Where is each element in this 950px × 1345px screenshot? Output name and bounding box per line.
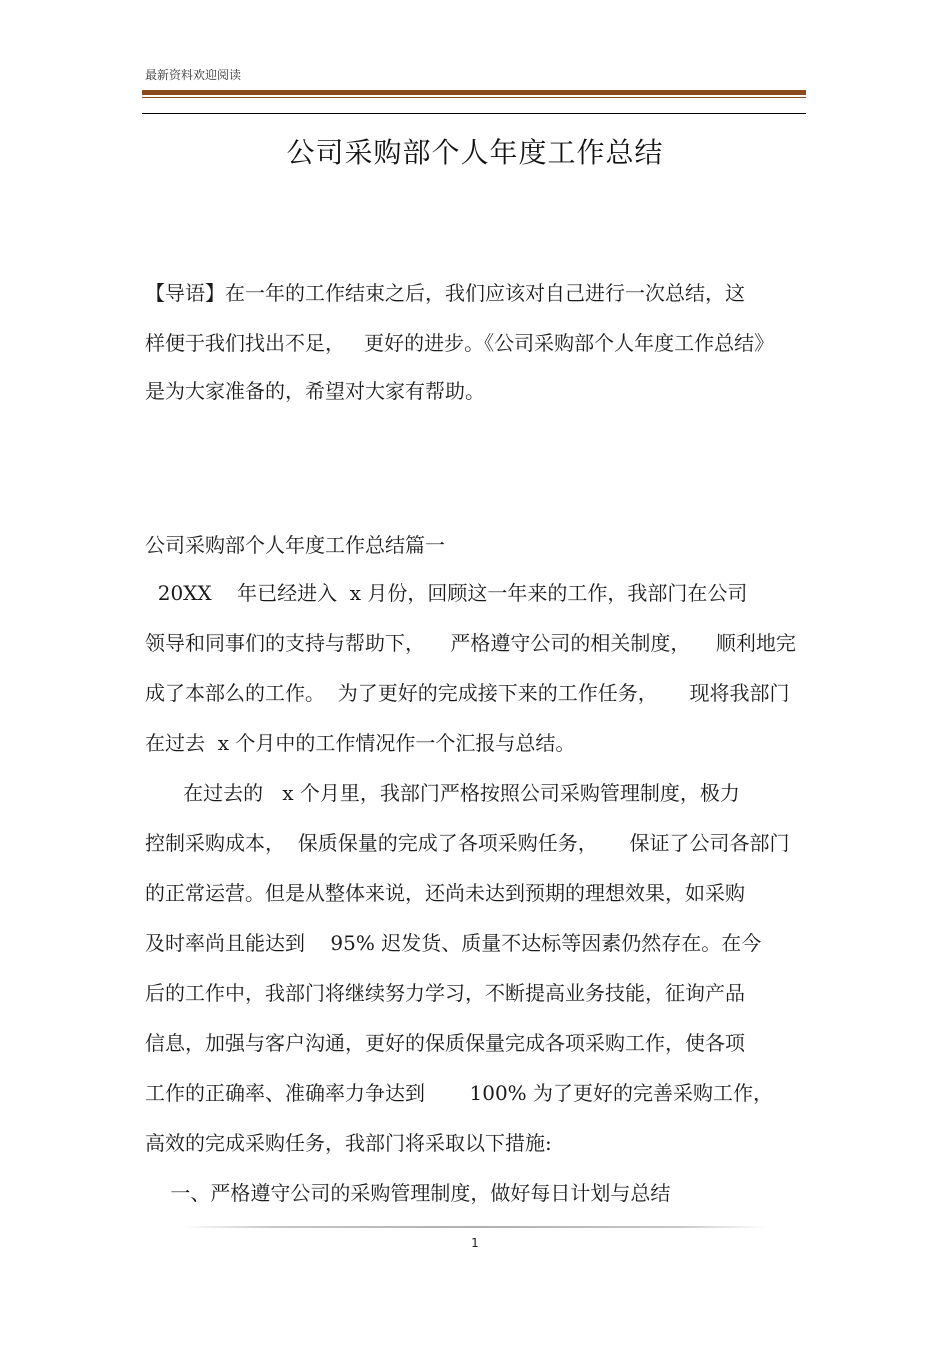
paragraph-line: 及时率尚且能达到 95% 迟发货、质量不达标等因素仍然存在。在今	[145, 931, 762, 955]
intro-line: 【导语】在一年的工作结束之后，我们应该对自己进行一次总结，这	[145, 281, 745, 305]
paragraph-line: 在过去的 x 个月里，我部门严格按照公司采购管理制度，极力	[145, 781, 740, 805]
intro-line: 是为大家准备的，希望对大家有帮助。	[145, 379, 485, 403]
paragraph-line: 信息，加强与客户沟通，更好的保质保量完成各项采购工作，使各项	[145, 1031, 745, 1055]
paragraph-line: 成了本部么的工作。 为了更好的完成接下来的工作任务， 现将我部门	[145, 681, 790, 705]
paragraph-line: 后的工作中，我部门将继续努力学习，不断提高业务技能，征询产品	[145, 981, 745, 1005]
header-rule-thin	[142, 97, 806, 98]
section-heading: 公司采购部个人年度工作总结篇一	[145, 533, 445, 557]
paragraph-line: 20XX 年已经进入 x 月份，回顾这一年来的工作，我部门在公司	[145, 581, 748, 605]
header-rule-black	[142, 113, 806, 114]
paragraph-line: 在过去 x 个月中的工作情况作一个汇报与总结。	[145, 731, 576, 755]
paragraph-line: 高效的完成采购任务，我部门将采取以下措施:	[145, 1131, 552, 1155]
paragraph-line: 领导和同事们的支持与帮助下， 严格遵守公司的相关制度， 顺利地完	[145, 631, 796, 655]
document-title: 公司采购部个人年度工作总结	[286, 136, 664, 169]
measure-item-1: 一、严格遵守公司的采购管理制度，做好每日计划与总结	[145, 1181, 671, 1205]
footer-rule	[183, 1226, 767, 1228]
paragraph-line: 控制采购成本， 保质保量的完成了各项采购任务， 保证了公司各部门	[145, 831, 790, 855]
header-label: 最新资料欢迎阅读	[145, 68, 242, 82]
intro-line: 样便于我们找出不足， 更好的进步。《公司采购部个人年度工作总结》	[145, 331, 775, 355]
paragraph-line: 工作的正确率、准确率力争达到 100% 为了更好的完善采购工作，	[145, 1081, 774, 1105]
header-rule-thick	[142, 90, 806, 95]
paragraph-line: 的正常运营。但是从整体来说，还尚未达到预期的理想效果，如采购	[145, 881, 745, 905]
page-number: 1	[471, 1236, 479, 1250]
